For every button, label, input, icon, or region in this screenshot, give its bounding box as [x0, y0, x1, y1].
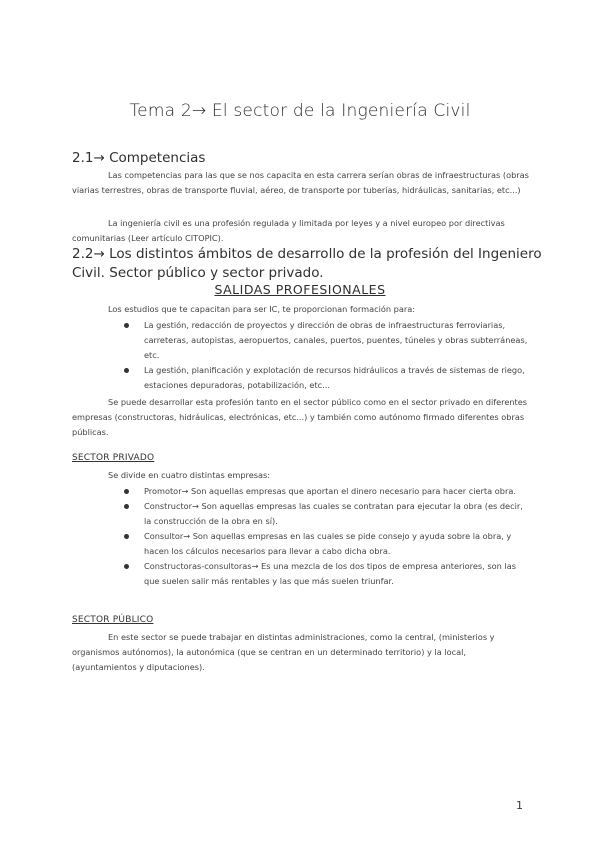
paragraph-competencias: Las competencias para las que se nos capacita en esta carrera serían obras de infraestructuras (obras viarias terrestres, obras de transporte fluvial, aéreo, de transporte por tuberías, hidráulicas, sanitarias, etc...): [72, 170, 529, 195]
list-item: Constructor→ Son aquellas empresas las cuales se contratan para ejecutar la obra (es decir, la construcción de la obra en sí).: [120, 499, 530, 529]
privado-intro: Se divide en cuatro distintas empresas:: [108, 470, 271, 480]
section-heading-ambitos: 2.2→ Los distintos ámbitos de desarrollo de la profesión del Ingeniero Civil. Sector público y sector privado.: [72, 246, 542, 281]
salidas-profesionales-heading: SALIDAS PROFESIONALES: [214, 282, 386, 297]
privado-list: [120, 484, 530, 589]
sector-publico-heading: SECTOR PÚBLICO: [72, 615, 154, 625]
list-item: Promotor→ Son aquellas empresas que aportan el dinero necesario para hacer cierta obra.: [120, 484, 530, 499]
salidas-list: [120, 318, 530, 393]
page-title: Tema 2→ El sector de la Ingeniería Civil: [129, 101, 471, 121]
list-item: La gestión, planificación y explotación de recursos hidráulicos a través de sistemas de riego, estaciones depuradoras, potabilización, etc...: [120, 363, 530, 393]
paragraph-sector-publico: En este sector se puede trabajar en distintas administraciones, como la central, (ministerios y organismos autónomos), la autonómica (que se centran en un determinado territorio) y la local, (ayuntamientos y diputaciones).: [72, 632, 495, 672]
list-item: La gestión, redacción de proyectos y dirección de obras de infraestructuras ferroviarias, carreteras, autopistas, aeropuertos, canales, puertos, puentes, túneles y obras subterráneas, etc.: [120, 318, 530, 363]
paragraph-sector-desarrollo: Se puede desarrollar esta profesión tanto en el sector público como en el sector privado en diferentes empresas (constructoras, hidráulicas, electrónicas, etc...) y también como autónomo firmado diferentes obras públicas.: [72, 397, 528, 437]
section-heading-competencias: 2.1→ Competencias: [72, 150, 206, 166]
list-item: Consultor→ Son aquellas empresas en las cuales se pide consejo y ayuda sobre la obra, y hacen los cálculos necesarios para llevar a cabo dicha obra.: [120, 529, 530, 559]
page-number: 1: [516, 799, 523, 812]
paragraph-ingenieria-regulada: La ingeniería civil es una profesión regulada y limitada por leyes y a nivel europeo por directivas comunitarias (Leer artículo CITOPIC).: [72, 218, 505, 243]
sector-privado-heading: SECTOR PRIVADO: [72, 453, 155, 463]
salidas-intro: Los estudios que te capacitan para ser IC, te proporcionan formación para:: [108, 304, 416, 314]
list-item: Constructoras-consultoras→ Es una mezcla de los dos tipos de empresa anteriores, son las que suelen salir más rentables y las que más suelen triunfar.: [120, 559, 530, 589]
